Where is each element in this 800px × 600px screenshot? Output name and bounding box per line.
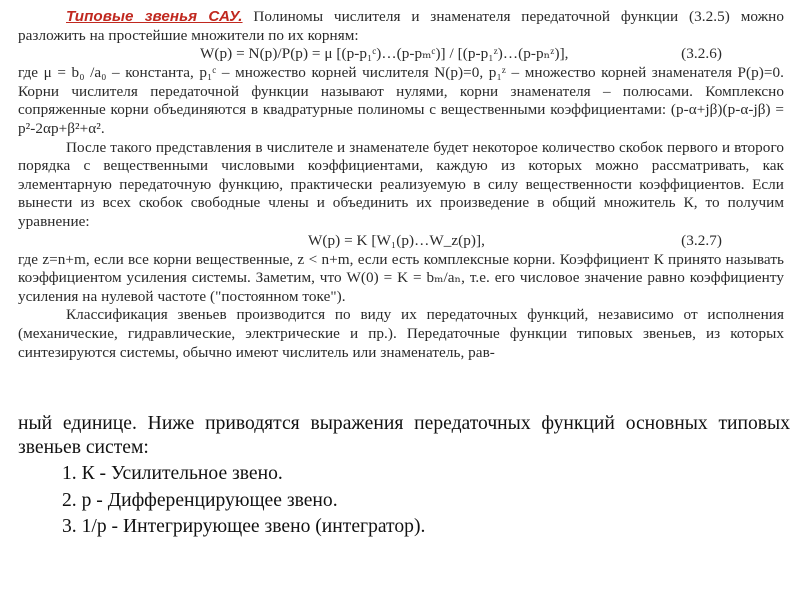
formula-number: (3.2.6): [681, 45, 722, 63]
list-item: 3. 1/p - Интегрирующее звено (интегратор).: [62, 516, 426, 537]
link-types-list: [18, 461, 790, 540]
gain-paragraph: где z=n+m, если все корни вещественные, z < n+m, если есть комплексные корни. Коэффициент К принято называть коэффициентом усиления системы. Заметим, что W(0) = K = bₘ/aₙ, т.е. его числовое значение равно коэффициенту усиления на нулевой частоте ("постоянном токе").: [18, 250, 784, 305]
representation-paragraph: После такого представления в числителе и знаменателе будет некоторое количество скобок первого и второго порядка с вещественными числовыми коэффициентами, каждую из которых можно рассматривать, как элементарную передаточную функцию, практически реализуемую в силу вещественности коэффициентов. Если вынести из всех скобок свободные члены и объединить их произведение в общий множитель К, то получим уравнение:: [18, 138, 784, 230]
formula-expression: W(p) = K [W₁(p)…W_z(p)],: [308, 231, 485, 249]
list-item: 1. К - Усилительное звено.: [62, 463, 283, 484]
section-heading: Типовые звенья САУ.: [66, 8, 243, 25]
formula-3-2-6: [18, 45, 784, 64]
intro-text: Полиномы числителя и знаменателя передаточной функции (3.2.5) можно разложить на простейшие множители по их корням:: [18, 8, 784, 44]
continuation-paragraph: ный единице. Ниже приводятся выражения передаточных функций основных типовых звеньев систем:: [18, 413, 790, 458]
intro-paragraph: [18, 8, 784, 45]
scanned-text-block: [18, 8, 784, 362]
formula-expression: W(p) = N(p)/P(p) = μ [(p-p₁ᶜ)…(p-pₘᶜ)] / [(p-p₁ᶻ)…(p-pₙᶻ)],: [200, 45, 569, 63]
formula-3-2-7: [18, 232, 784, 251]
list-item: 2. p - Дифференцирующее звено.: [62, 489, 338, 511]
roots-paragraph: где μ = b₀ /a₀ – константа, p₁ᶜ – множество корней числителя N(p)=0, p₁ᶻ – множество корней знаменателя P(p)=0. Корни числителя передаточной функции называют нулями, корни знаменателя – полюсами. Комплексно сопряженные корни объединяются в квадратурные полиномы с вещественными коэффициентами: (p-α+jβ)(p-α-jβ) = p²-2αp+β²+α².: [18, 64, 784, 137]
classification-paragraph: Классификация звеньев производится по виду их передаточных функций, независимо от исполнения (механические, гидравлические, электрические и пр.). Передаточные функции типовых звеньев, из которых синтезируются системы, обычно имеют числитель или знаменатель, рав-: [18, 306, 784, 361]
typed-text-block: [18, 412, 790, 541]
formula-number: (3.2.7): [681, 231, 722, 249]
